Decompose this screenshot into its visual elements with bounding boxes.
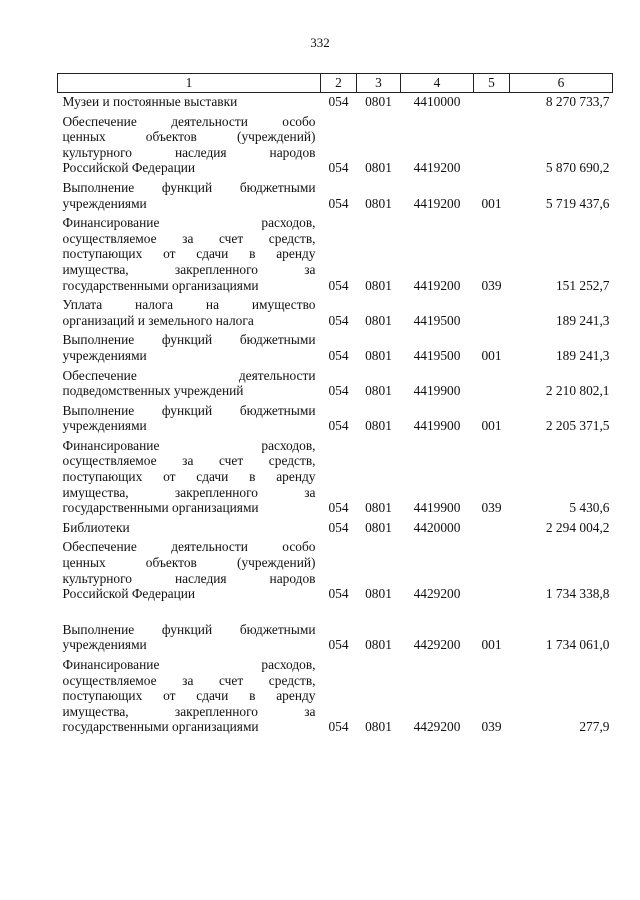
- row-col-5: 039: [481, 719, 502, 735]
- row-col-6: 8 270 733,7: [545, 94, 610, 109]
- row-name-line: Обеспечение деятельности особо: [62, 539, 316, 555]
- row-col-6: 151 252,7: [555, 277, 610, 293]
- row-name: [58, 93, 321, 110]
- row-name-line: Выполнение функций бюджетными: [62, 621, 316, 637]
- row-col-3: 0801: [365, 637, 392, 653]
- row-name-line: Финансирование расходов,: [62, 437, 316, 453]
- row-name: [58, 328, 321, 363]
- row-name-line: поступающих от сдачи в аренду: [62, 246, 316, 262]
- row-name-line: организаций и земельного налога: [62, 312, 254, 328]
- table-row: [58, 293, 613, 328]
- table-row: [58, 110, 613, 176]
- row-name-line: государственными организациями: [62, 719, 259, 735]
- header-col-4: 4: [401, 74, 474, 93]
- row-col-6: 5 719 437,6: [545, 195, 610, 211]
- row-col-3: 0801: [365, 277, 392, 293]
- row-name-line: имущества, закрепленного за: [62, 484, 316, 500]
- row-name-line: осуществляемое за счет средств,: [62, 453, 316, 469]
- row-name-line: Выполнение функций бюджетными: [62, 332, 316, 348]
- row-col-6: 189 241,3: [555, 347, 610, 363]
- row-col-4: 4419200: [413, 160, 461, 176]
- row-col-5: 039: [481, 500, 502, 516]
- row-col-5: [474, 364, 510, 399]
- row-col-4: 4419900: [413, 383, 461, 399]
- row-col-4: 4420000: [413, 519, 461, 535]
- row-name-line: учреждениями: [62, 195, 147, 211]
- header-col-2: 2: [321, 74, 357, 93]
- row-col-5: 001: [481, 418, 502, 434]
- row-name: [58, 176, 321, 211]
- row-col-2: 054: [328, 347, 349, 363]
- table-row: [58, 516, 613, 536]
- row-name-line: осуществляемое за счет средств,: [62, 672, 316, 688]
- row-col-3: 0801: [365, 347, 392, 363]
- row-name-line: ценных объектов (учреждений): [62, 129, 316, 145]
- row-col-2: 054: [328, 418, 349, 434]
- row-name-line: Уплата налога на имущество: [62, 297, 316, 313]
- row-name-line: учреждениями: [62, 637, 147, 653]
- row-name-line: культурного наследия народов: [62, 144, 316, 160]
- row-col-3: 0801: [365, 94, 392, 109]
- row-name: [58, 434, 321, 516]
- row-col-4: 4419500: [413, 347, 461, 363]
- table-row: [58, 434, 613, 516]
- row-col-2: 054: [328, 519, 349, 535]
- row-col-6: 5 430,6: [569, 500, 610, 516]
- row-name: [58, 516, 321, 536]
- table-row: [58, 602, 613, 653]
- row-col-5: 001: [481, 347, 502, 363]
- row-name-line: Выполнение функций бюджетными: [62, 402, 316, 418]
- header-row: [58, 74, 613, 93]
- row-name: [58, 535, 321, 601]
- row-name-line: Финансирование расходов,: [62, 657, 316, 672]
- row-col-5: 001: [481, 195, 502, 211]
- row-col-2: 054: [328, 94, 349, 109]
- table-row: [58, 535, 613, 601]
- row-col-3: 0801: [365, 383, 392, 399]
- row-name-line: учреждениями: [62, 418, 147, 434]
- row-col-4: 4429200: [413, 719, 461, 735]
- row-col-4: 4429200: [413, 586, 461, 602]
- row-name: [58, 653, 321, 735]
- row-col-3: 0801: [365, 418, 392, 434]
- row-col-2: 054: [328, 277, 349, 293]
- row-col-4: 4419900: [413, 500, 461, 516]
- table-body: [58, 93, 613, 735]
- page-number: 332: [310, 35, 330, 50]
- row-name: [58, 399, 321, 434]
- row-col-2: 054: [328, 383, 349, 399]
- row-col-4: 4410000: [413, 94, 461, 109]
- row-col-4: 4419200: [413, 195, 461, 211]
- row-name-line: осуществляемое за счет средств,: [62, 230, 316, 246]
- row-name: [58, 211, 321, 293]
- row-col-5: [474, 110, 510, 176]
- table-row: [58, 93, 613, 110]
- row-name-line: Обеспечение деятельности: [62, 367, 316, 383]
- row-col-6: 277,9: [579, 719, 610, 735]
- row-col-6: 1 734 061,0: [545, 637, 610, 653]
- table-row: [58, 364, 613, 399]
- row-name-line: Обеспечение деятельности особо: [62, 113, 316, 129]
- row-col-2: 054: [328, 586, 349, 602]
- row-col-5: 039: [481, 277, 502, 293]
- table-row: [58, 211, 613, 293]
- row-col-6: 2 210 802,1: [545, 383, 610, 399]
- row-name-line: ценных объектов (учреждений): [62, 555, 316, 571]
- header-col-1: 1: [58, 74, 321, 93]
- row-name-line: учреждениями: [62, 347, 147, 363]
- header-col-5: 5: [474, 74, 510, 93]
- row-col-3: 0801: [365, 312, 392, 328]
- row-name: [58, 364, 321, 399]
- row-col-6: 5 870 690,2: [545, 160, 610, 176]
- table-header: [58, 74, 613, 93]
- row-col-6: 189 241,3: [555, 312, 610, 328]
- row-name-line: поступающих от сдачи в аренду: [62, 469, 316, 485]
- row-col-4: 4419500: [413, 312, 461, 328]
- row-col-4: 4419200: [413, 277, 461, 293]
- row-name-line: имущества, закрепленного за: [62, 261, 316, 277]
- row-name-line: Финансирование расходов,: [62, 215, 316, 231]
- row-col-2: 054: [328, 500, 349, 516]
- row-col-5: [474, 293, 510, 328]
- table-row: [58, 176, 613, 211]
- row-name-line: Российской Федерации: [62, 160, 196, 176]
- row-col-2: 054: [328, 160, 349, 176]
- row-name-line: Российской Федерации: [62, 586, 196, 602]
- row-col-3: 0801: [365, 195, 392, 211]
- row-col-6: 2 205 371,5: [545, 418, 610, 434]
- row-col-3: 0801: [365, 719, 392, 735]
- row-name-line: культурного наследия народов: [62, 570, 316, 586]
- row-name-line: Музеи и постоянные выставки: [62, 94, 238, 109]
- row-name-line: имущества, закрепленного за: [62, 703, 316, 719]
- row-col-5: [474, 535, 510, 601]
- row-col-3: 0801: [365, 586, 392, 602]
- row-name-line: Выполнение функций бюджетными: [62, 179, 316, 195]
- row-col-2: 054: [328, 719, 349, 735]
- table-row: [58, 328, 613, 363]
- row-col-5: [474, 516, 510, 536]
- row-col-2: 054: [328, 637, 349, 653]
- row-name-line: поступающих от сдачи в аренду: [62, 688, 316, 704]
- row-col-4: 4419900: [413, 418, 461, 434]
- header-col-6: 6: [510, 74, 613, 93]
- table-row: [58, 653, 613, 735]
- row-col-4: 4429200: [413, 637, 461, 653]
- row-col-6: 2 294 004,2: [545, 519, 610, 535]
- row-col-2: 054: [328, 312, 349, 328]
- row-col-3: 0801: [365, 519, 392, 535]
- row-name: [58, 110, 321, 176]
- row-name: [58, 293, 321, 328]
- table-row: [58, 399, 613, 434]
- row-col-3: 0801: [365, 500, 392, 516]
- row-name: [58, 602, 321, 653]
- row-name-line: государственными организациями: [62, 277, 259, 293]
- row-col-5: [474, 93, 510, 110]
- budget-table: [57, 73, 613, 735]
- row-col-6: 1 734 338,8: [545, 586, 610, 602]
- row-name-line: подведомственных учреждений: [62, 383, 244, 399]
- row-name-line: Библиотеки: [62, 519, 130, 535]
- row-name-line: государственными организациями: [62, 500, 259, 516]
- header-col-3: 3: [357, 74, 401, 93]
- row-col-2: 054: [328, 195, 349, 211]
- row-col-5: 001: [481, 637, 502, 653]
- row-col-3: 0801: [365, 160, 392, 176]
